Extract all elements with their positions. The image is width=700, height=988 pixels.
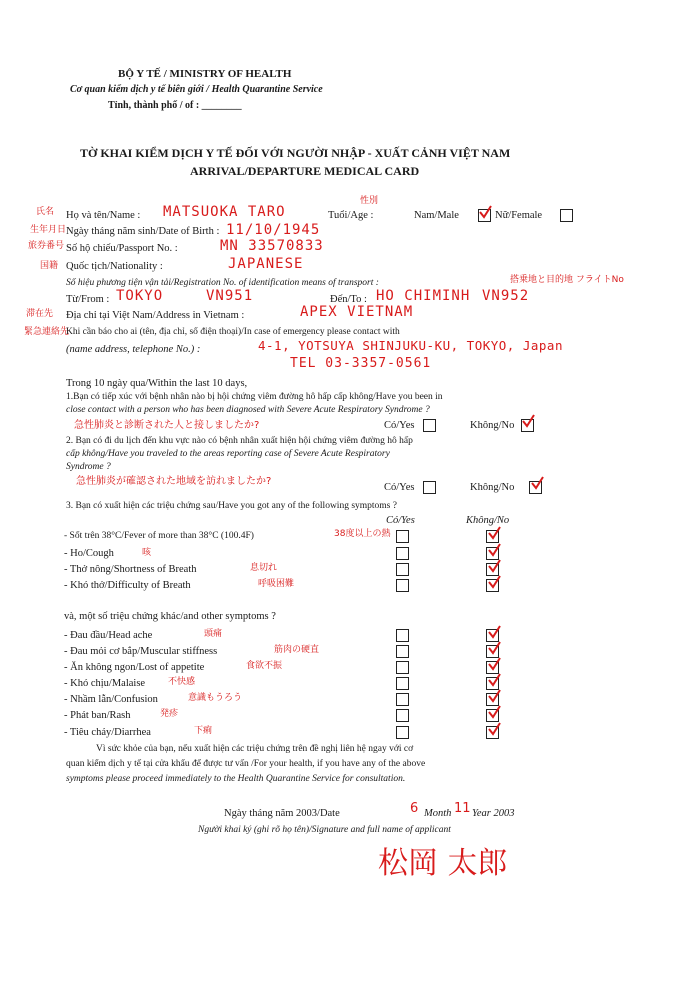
appetite-yes-checkbox[interactable]: [396, 661, 409, 674]
fever-yes-checkbox[interactable]: [396, 530, 409, 543]
card-title-vi: TỜ KHAI KIỂM DỊCH Y TẾ ĐỐI VỚI NGƯỜI NHẬP - XUẤT CẢNH VIỆT NAM: [80, 146, 511, 160]
q2-note: 急性肺炎が確認された地域を訪れましたか?: [76, 476, 272, 487]
address-value: APEX VIETNAM: [300, 304, 414, 320]
note-name: 氏名: [36, 207, 55, 217]
passport-value: MN 33570833: [220, 238, 324, 254]
dest-flight: VN952: [482, 288, 530, 304]
symptom-rash: - Phát ban/Rash: [64, 710, 131, 721]
note-difficulty: 呼吸困難: [258, 579, 295, 589]
symptom-cough: - Ho/Cough: [64, 548, 114, 559]
q2-line-3: Syndrome ?: [66, 462, 111, 472]
date-year-label: Year 2003: [472, 808, 515, 819]
date-month: 11: [454, 801, 471, 816]
q2-line-1: 2. Bạn có đi du lịch đến khu vực nào có bệnh nhân xuất hiện hội chứng viêm đường hô hấp: [66, 436, 413, 446]
dest-label: Đến/To :: [330, 294, 367, 305]
other-symptoms-title: và, một số triệu chứng khác/and other symptoms ?: [64, 611, 276, 622]
symptom-muscular: - Đau mỏi cơ bắp/Muscular stiffness: [64, 646, 218, 657]
checkmark-icon: [487, 625, 501, 639]
note-cough: 咳: [142, 548, 152, 558]
note-passport: 旅券番号: [28, 241, 65, 251]
address-label: Địa chỉ tại Việt Nam/Address in Vietnam :: [66, 310, 245, 321]
checkmark-icon: [521, 414, 535, 428]
card-title-en: ARRIVAL/DEPARTURE MEDICAL CARD: [190, 164, 420, 178]
signature-label: Người khai ký (ghi rõ họ tên)/Signature and full name of applicant: [198, 825, 451, 835]
note-fever: 38度以上の熱: [334, 529, 391, 539]
section-title: Trong 10 ngày qua/Within the last 10 days,: [66, 378, 248, 389]
name-value: MATSUOKA TARO: [163, 204, 286, 220]
note-contact: 緊急連絡先: [24, 327, 70, 337]
q1-yes-checkbox[interactable]: [423, 419, 436, 432]
contact-tel: TEL 03-3357-0561: [290, 356, 432, 371]
dob-label: Ngày tháng năm sinh/Date of Birth :: [66, 226, 220, 237]
headache-yes-checkbox[interactable]: [396, 629, 409, 642]
symptom-malaise: - Khó chịu/Malaise: [64, 678, 146, 689]
note-malaise: 不快感: [168, 677, 196, 687]
ministry-heading: BỘ Y TẾ / MINISTRY OF HEALTH: [118, 68, 292, 80]
nationality-label: Quốc tịch/Nationality :: [66, 261, 163, 272]
symptom-shortness: - Thở nông/Shortness of Breath: [64, 564, 197, 575]
q3-col-yes: Có/Yes: [386, 515, 415, 526]
q1-line-1: 1.Bạn có tiếp xúc với bệnh nhân nào bị hội chứng viêm đường hô hấp cấp không/Have you been in: [66, 392, 443, 402]
symptom-difficulty: - Khó thở/Difficulty of Breath: [64, 580, 191, 591]
q1-note: 急性肺炎と診断された人と接しましたか?: [74, 420, 260, 431]
symptom-fever: - Sốt trên 38°C/Fever of more than 38°C (100.4F): [64, 531, 254, 541]
contact-label-2: (name address, telephone No.) :: [66, 344, 201, 355]
note-diarrhea: 下痢: [194, 726, 213, 736]
note-confusion: 意識もうろう: [188, 693, 243, 703]
confusion-yes-checkbox[interactable]: [396, 693, 409, 706]
checkmark-icon: [478, 205, 492, 219]
q2-no-label: Không/No: [470, 482, 515, 493]
name-label: Họ và tên/Name :: [66, 210, 141, 221]
female-checkbox[interactable]: [560, 209, 573, 222]
note-appetite: 食欲不振: [246, 661, 283, 671]
advice-line-1: Vì sức khỏe của bạn, nếu xuất hiện các triệu chứng trên đề nghị liên hệ ngay với cơ: [96, 744, 414, 754]
note-address: 滞在先: [26, 309, 54, 319]
note-dob: 生年月日: [30, 225, 67, 235]
contact-label-1: Khi cần báo cho ai (tên, địa chỉ, số điện thoại)/In case of emergency please contact with: [66, 327, 400, 337]
checkmark-icon: [530, 476, 544, 490]
date-day: 6: [410, 801, 419, 816]
age-label: Tuổi/Age :: [328, 210, 374, 221]
difficulty-yes-checkbox[interactable]: [396, 579, 409, 592]
checkmark-icon: [487, 705, 501, 719]
note-headache: 頭痛: [204, 629, 223, 639]
checkmark-icon: [487, 673, 501, 687]
note-muscular: 筋肉の硬直: [274, 645, 320, 655]
note-nationality: 国籍: [40, 261, 59, 271]
checkmark-icon: [487, 689, 501, 703]
diarrhea-yes-checkbox[interactable]: [396, 726, 409, 739]
contact-value: 4-1, YOTSUYA SHINJUKU-KU, TOKYO, Japan: [258, 338, 563, 353]
malaise-yes-checkbox[interactable]: [396, 677, 409, 690]
from-label: Từ/From :: [66, 294, 110, 305]
advice-line-2: quan kiểm dịch y tế tại cửa khẩu để được tư vấn /For your health, if you have any of the above: [66, 759, 426, 769]
q2-yes-checkbox[interactable]: [423, 481, 436, 494]
agency-heading: Cơ quan kiểm dịch y tế biên giới / Health Quarantine Service: [70, 84, 323, 95]
signature: 松岡 太郎: [378, 846, 508, 881]
advice-line-3: symptoms please proceed immediately to the Health Quarantine Service for consultation.: [66, 774, 406, 784]
q2-yes-label: Có/Yes: [384, 482, 415, 493]
checkmark-icon: [487, 575, 501, 589]
q2-line-2: cấp không/Have you traveled to the areas reporting case of Severe Acute Respiratory: [66, 449, 390, 459]
note-age: 性別: [360, 196, 379, 206]
from-value: TOKYO: [116, 288, 164, 304]
shortness-yes-checkbox[interactable]: [396, 563, 409, 576]
checkmark-icon: [487, 559, 501, 573]
passport-label: Số hộ chiếu/Passport No. :: [66, 243, 178, 254]
dest-value: HO CHIMINH: [376, 288, 471, 304]
symptom-headache: - Đau đầu/Head ache: [64, 630, 153, 641]
muscular-yes-checkbox[interactable]: [396, 645, 409, 658]
sex-male-label: Nam/Male: [414, 210, 459, 221]
checkmark-icon: [487, 543, 501, 557]
symptom-diarrhea: - Tiêu chảy/Diarrhea: [64, 727, 151, 738]
dob-value: 11/10/1945: [226, 222, 321, 238]
q1-line-2: close contact with a person who has been diagnosed with Severe Acute Respiratory Syndrome ?: [66, 405, 430, 415]
checkmark-icon: [487, 657, 501, 671]
q1-no-label: Không/No: [470, 420, 515, 431]
sex-female-label: Nữ/Female: [495, 210, 543, 221]
q1-yes-label: Có/Yes: [384, 420, 415, 431]
note-rash: 発疹: [160, 709, 179, 719]
from-flight: VN951: [206, 288, 254, 304]
note-shortness: 息切れ: [250, 563, 278, 573]
transport-label: Số hiệu phương tiện vận tải/Registration No. of identification means of transport :: [66, 278, 379, 288]
date-prefix: Ngày tháng năm 2003/Date: [224, 808, 340, 819]
nationality-value: JAPANESE: [228, 256, 304, 272]
symptom-appetite: - Ăn không ngon/Lost of appetite: [64, 662, 205, 673]
province-line: Tỉnh, thành phố / of : ________: [108, 100, 242, 111]
symptom-confusion: - Nhầm lẫn/Confusion: [64, 694, 158, 705]
checkmark-icon: [487, 722, 501, 736]
rash-yes-checkbox[interactable]: [396, 709, 409, 722]
checkmark-icon: [487, 641, 501, 655]
note-transport: 搭乗地と目的地 フライトNo: [510, 275, 624, 285]
q3-line-1: 3. Bạn có xuất hiện các triệu chứng sau/Have you got any of the following symptoms ?: [66, 501, 397, 511]
q3-col-no: Không/No: [466, 515, 510, 526]
cough-yes-checkbox[interactable]: [396, 547, 409, 560]
date-month-label: Month: [424, 808, 452, 819]
checkmark-icon: [487, 526, 501, 540]
